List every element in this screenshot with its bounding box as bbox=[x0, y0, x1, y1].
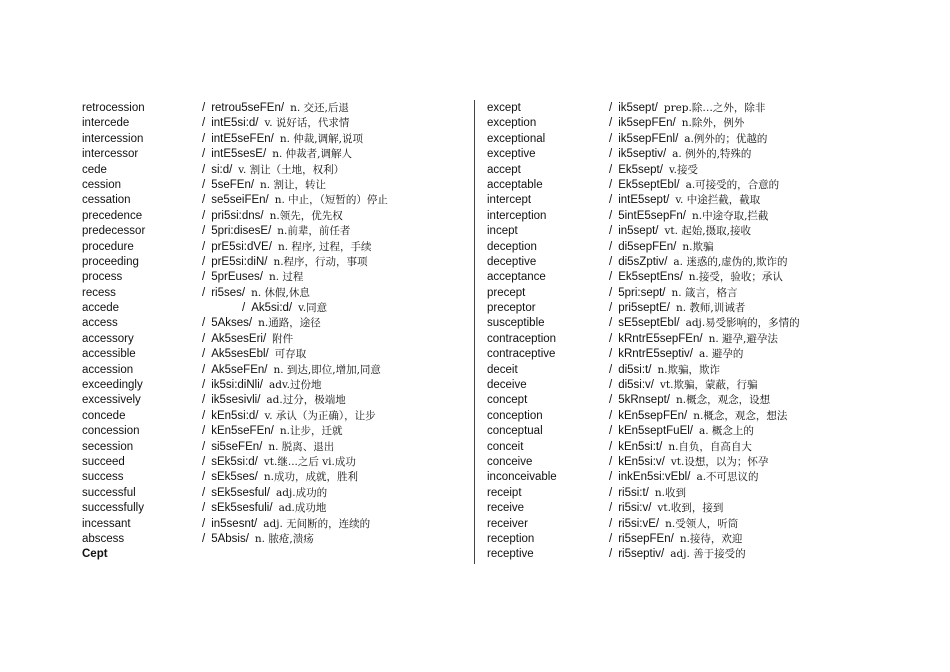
entry-detail bbox=[202, 132, 363, 147]
entry-word: intercept bbox=[487, 194, 532, 207]
pronunciation-slash: / bbox=[609, 502, 613, 515]
entry-definition: adv.过份地 bbox=[268, 379, 322, 392]
entry-definition: a.不可思议的 bbox=[696, 471, 759, 484]
pronunciation-slash: / bbox=[202, 132, 206, 145]
entry-definition: n.领先，优先权 bbox=[269, 209, 343, 222]
pronunciation-slash: / bbox=[609, 394, 613, 407]
entry-detail bbox=[609, 116, 744, 131]
entry-detail bbox=[202, 532, 314, 547]
pronunciation-slash: / bbox=[202, 209, 206, 222]
pronunciation-slash: / bbox=[609, 163, 613, 176]
entry-definition: n.成功，成就，胜利 bbox=[263, 471, 358, 484]
entry-definition: 可存取 bbox=[274, 348, 307, 361]
pronunciation-slash: / bbox=[609, 132, 613, 145]
entry-detail bbox=[202, 440, 334, 455]
entry-detail bbox=[609, 409, 787, 424]
entry-pronunciation: Ak5si:d/ bbox=[251, 302, 293, 315]
pronunciation-slash: / bbox=[202, 178, 206, 191]
entry-pronunciation: sE5septEbl/ bbox=[618, 317, 680, 330]
pronunciation-slash: / bbox=[202, 225, 206, 238]
entry-definition: a. 例外的,特殊的 bbox=[672, 148, 752, 161]
pronunciation-slash: / bbox=[609, 271, 613, 284]
entry-definition: v.同意 bbox=[298, 302, 328, 315]
entry-detail bbox=[609, 470, 759, 485]
entry-word: contraception bbox=[487, 332, 557, 345]
entry-definition: n. 箴言，格言 bbox=[671, 286, 738, 299]
entry-word: concept bbox=[487, 394, 528, 407]
pronunciation-slash: / bbox=[609, 102, 613, 114]
entry-pronunciation: retrou5seFEn/ bbox=[211, 102, 285, 114]
entry-pronunciation: in5sesnt/ bbox=[211, 517, 258, 530]
entry-definition: n. 脓疮,溃疡 bbox=[254, 532, 314, 545]
entry-detail bbox=[609, 424, 754, 439]
entry-word: exceptive bbox=[487, 148, 536, 161]
entry-pronunciation: 5pri:sept/ bbox=[618, 286, 666, 299]
entry-pronunciation: Ek5sept/ bbox=[618, 163, 663, 176]
pronunciation-slash: / bbox=[202, 148, 206, 161]
entry-detail bbox=[202, 409, 376, 424]
entry-definition: v.接受 bbox=[668, 163, 698, 176]
entry-definition: n. 中止，（短暂的）停止 bbox=[274, 194, 388, 207]
entry-detail bbox=[242, 301, 327, 316]
pronunciation-slash: / bbox=[609, 286, 613, 299]
entry-pronunciation: kEn5si:t/ bbox=[618, 440, 663, 453]
entry-word: procedure bbox=[82, 240, 134, 253]
pronunciation-slash: / bbox=[609, 471, 613, 484]
entry-pronunciation: ri5si:vE/ bbox=[618, 517, 660, 530]
entry-definition: n.自负，自高自大 bbox=[668, 440, 752, 453]
entry-definition: n.接受，验收；承认 bbox=[688, 271, 783, 284]
entry-definition: n. 过程 bbox=[268, 271, 304, 284]
entry-word: incessant bbox=[82, 517, 131, 530]
entry-detail bbox=[202, 316, 321, 331]
pronunciation-slash: / bbox=[609, 194, 613, 207]
pronunciation-slash: / bbox=[202, 102, 206, 114]
entry-pronunciation: kEn5sepFEn/ bbox=[618, 409, 688, 422]
entry-pronunciation: ri5ses/ bbox=[211, 286, 246, 299]
entry-pronunciation: kEn5si:d/ bbox=[211, 409, 259, 422]
entry-detail bbox=[609, 286, 737, 301]
entry-pronunciation: sEk5ses/ bbox=[211, 471, 258, 484]
entry-definition: n.中途夺取,拦截 bbox=[691, 209, 769, 222]
entry-pronunciation: di5sepFEn/ bbox=[618, 240, 677, 253]
entry-word: precedence bbox=[82, 209, 143, 222]
entry-pronunciation: ik5sepFEn/ bbox=[618, 117, 676, 130]
entry-word: access bbox=[82, 317, 118, 330]
entry-definition: v. 割让（土地，权利） bbox=[238, 163, 345, 176]
entry-detail bbox=[202, 486, 327, 501]
pronunciation-slash: / bbox=[202, 348, 206, 361]
pronunciation-slash: / bbox=[609, 178, 613, 191]
entry-word: intercessor bbox=[82, 148, 139, 161]
entry-word: interception bbox=[487, 209, 547, 222]
entry-word: concede bbox=[82, 409, 126, 422]
entry-pronunciation: Ak5sesEri/ bbox=[211, 332, 267, 345]
entry-word: exceptional bbox=[487, 132, 546, 145]
entry-definition: n.概念，观念，设想 bbox=[675, 394, 771, 407]
entry-definition: n. 教师,训诫者 bbox=[675, 302, 746, 315]
entry-pronunciation: ik5sesivli/ bbox=[211, 394, 261, 407]
pronunciation-slash: / bbox=[202, 194, 206, 207]
entry-pronunciation: 5Absis/ bbox=[211, 532, 249, 545]
pronunciation-slash: / bbox=[202, 455, 206, 468]
entry-word: intercession bbox=[82, 132, 144, 145]
entry-definition: n.概念，观念，想法 bbox=[693, 409, 788, 422]
entry-detail bbox=[202, 378, 321, 393]
entry-detail bbox=[202, 101, 349, 116]
entry-pronunciation: intE5sesE/ bbox=[211, 148, 267, 161]
entry-word: deceive bbox=[487, 379, 527, 392]
entry-definition: vt.欺骗，蒙蔽，行骗 bbox=[660, 379, 758, 392]
entry-detail bbox=[202, 455, 356, 470]
entry-pronunciation: kRntrE5septiv/ bbox=[618, 348, 693, 361]
entry-pronunciation: intE5seFEn/ bbox=[211, 132, 274, 145]
pronunciation-slash: / bbox=[202, 363, 206, 376]
pronunciation-slash: / bbox=[609, 517, 613, 530]
entry-detail bbox=[609, 301, 745, 316]
pronunciation-slash: / bbox=[609, 317, 613, 330]
entry-definition: a. 避孕的 bbox=[698, 348, 744, 361]
entry-pronunciation: si:d/ bbox=[211, 163, 233, 176]
entry-detail bbox=[609, 224, 751, 239]
entry-detail bbox=[609, 486, 686, 501]
entry-detail bbox=[609, 501, 723, 516]
entry-word: deceptive bbox=[487, 255, 537, 268]
entry-definition: n.通路，途径 bbox=[258, 317, 321, 330]
entry-definition: n. 交还,后退 bbox=[290, 102, 349, 114]
pronunciation-slash: / bbox=[609, 148, 613, 161]
entry-definition: v. 承认（为正确），让步 bbox=[264, 409, 376, 422]
entry-word: abscess bbox=[82, 532, 125, 545]
entry-pronunciation: pri5septE/ bbox=[618, 302, 670, 315]
entry-detail bbox=[202, 286, 310, 301]
entry-definition: n.受领人，听筒 bbox=[665, 517, 739, 530]
pronunciation-slash: / bbox=[609, 486, 613, 499]
pronunciation-slash: / bbox=[609, 332, 613, 345]
entry-detail bbox=[609, 209, 768, 224]
entry-pronunciation: kEn5septFuEl/ bbox=[618, 425, 693, 438]
entry-pronunciation: ik5sepFEnl/ bbox=[618, 132, 679, 145]
entry-detail bbox=[202, 163, 344, 178]
entry-word: cede bbox=[82, 163, 107, 176]
pronunciation-slash: / bbox=[609, 302, 613, 315]
entry-word: success bbox=[82, 471, 124, 484]
entry-definition: ad.过分，极端地 bbox=[266, 394, 346, 407]
entry-pronunciation: sEk5sesfuli/ bbox=[211, 502, 273, 515]
pronunciation-slash: / bbox=[609, 363, 613, 376]
entry-pronunciation: kEn5si:v/ bbox=[618, 455, 665, 468]
pronunciation-slash: / bbox=[202, 255, 206, 268]
entry-word: retrocession bbox=[82, 102, 145, 114]
pronunciation-slash: / bbox=[202, 425, 206, 438]
entry-definition: a. 概念上的 bbox=[699, 425, 754, 438]
entry-pronunciation: prE5si:dVE/ bbox=[211, 240, 272, 253]
entry-definition: ad.成功地 bbox=[278, 502, 327, 515]
entry-word: succeed bbox=[82, 455, 125, 468]
pronunciation-slash: / bbox=[202, 379, 206, 392]
entry-pronunciation: ri5si:v/ bbox=[618, 502, 652, 515]
entry-word: susceptible bbox=[487, 317, 545, 330]
entry-definition: a.例外的；优越的 bbox=[684, 132, 768, 145]
entry-detail bbox=[609, 163, 698, 178]
entry-pronunciation: ri5sepFEn/ bbox=[618, 532, 674, 545]
entry-definition: prep.除…之外，除非 bbox=[663, 102, 766, 114]
pronunciation-slash: / bbox=[609, 379, 613, 392]
entry-word: concession bbox=[82, 425, 140, 438]
entry-word: except bbox=[487, 102, 521, 114]
entry-definition: a. 迷惑的,虚伪的,欺诈的 bbox=[673, 255, 788, 268]
entry-detail bbox=[202, 193, 388, 208]
entry-detail bbox=[202, 501, 326, 516]
entry-pronunciation: Ek5septEns/ bbox=[618, 271, 683, 284]
entry-word: accede bbox=[82, 302, 120, 315]
entry-definition: n. 休假,休息 bbox=[251, 286, 310, 299]
entry-detail bbox=[609, 440, 752, 455]
entry-pronunciation: di5sZptiv/ bbox=[618, 255, 668, 268]
entry-word: inconceivable bbox=[487, 471, 557, 484]
entry-word: reception bbox=[487, 532, 535, 545]
entry-pronunciation: prE5si:diN/ bbox=[211, 255, 268, 268]
entry-word: conceptual bbox=[487, 425, 543, 438]
entry-pronunciation: 5kRnsept/ bbox=[618, 394, 670, 407]
pronunciation-slash: / bbox=[609, 255, 613, 268]
pronunciation-slash: / bbox=[609, 117, 613, 130]
entry-definition: a.可接受的，合意的 bbox=[685, 178, 780, 191]
entry-detail bbox=[202, 178, 326, 193]
entry-word: process bbox=[82, 271, 123, 284]
entry-definition: vt. 起始,摄取,接收 bbox=[664, 225, 751, 238]
entry-detail bbox=[609, 316, 800, 331]
entry-pronunciation: 5Akses/ bbox=[211, 317, 253, 330]
pronunciation-slash: / bbox=[202, 517, 206, 530]
entry-word: receiver bbox=[487, 517, 528, 530]
pronunciation-slash: / bbox=[202, 394, 206, 407]
entry-word: exceedingly bbox=[82, 379, 143, 392]
entry-word: accept bbox=[487, 163, 521, 176]
entry-pronunciation: sEk5si:d/ bbox=[211, 455, 258, 468]
entry-definition: vt.收到，接到 bbox=[657, 502, 724, 515]
entry-pronunciation: intE5sept/ bbox=[618, 194, 670, 207]
entry-detail bbox=[609, 332, 778, 347]
pronunciation-slash: / bbox=[609, 225, 613, 238]
pronunciation-slash: / bbox=[202, 317, 206, 330]
entry-detail bbox=[202, 424, 342, 439]
entry-detail bbox=[202, 393, 346, 408]
entry-definition: n.接待，欢迎 bbox=[679, 532, 743, 545]
entry-word: incept bbox=[487, 225, 518, 238]
entry-word: successful bbox=[82, 486, 136, 499]
entry-definition: n.除外，例外 bbox=[681, 117, 745, 130]
pronunciation-slash: / bbox=[202, 409, 206, 422]
entry-definition: v. 中途拦截，截取 bbox=[675, 194, 761, 207]
entry-word: excessively bbox=[82, 394, 141, 407]
pronunciation-slash: / bbox=[202, 117, 206, 130]
entry-word: secession bbox=[82, 440, 134, 453]
pronunciation-slash: / bbox=[202, 240, 206, 253]
entry-detail bbox=[609, 547, 746, 562]
pronunciation-slash: / bbox=[242, 302, 246, 315]
entry-detail bbox=[609, 270, 783, 285]
entry-definition: n.让步，迁就 bbox=[279, 425, 343, 438]
entry-detail bbox=[609, 393, 770, 408]
pronunciation-slash: / bbox=[202, 532, 206, 545]
entry-word: precept bbox=[487, 286, 526, 299]
entry-definition: n.欺骗，欺诈 bbox=[657, 363, 721, 376]
entry-pronunciation: pri5si:dns/ bbox=[211, 209, 264, 222]
entry-detail bbox=[609, 193, 760, 208]
entry-pronunciation: Ek5septEbl/ bbox=[618, 178, 680, 191]
entry-word: deceit bbox=[487, 363, 518, 376]
entry-word: conception bbox=[487, 409, 543, 422]
pronunciation-slash: / bbox=[609, 209, 613, 222]
entry-definition: n. 仲裁者,调解人 bbox=[272, 148, 352, 161]
entry-definition: v. 说好话，代求情 bbox=[264, 117, 350, 130]
entry-pronunciation: intE5si:d/ bbox=[211, 117, 259, 130]
entry-definition: n. 程序, 过程，手续 bbox=[277, 240, 372, 253]
entry-pronunciation: Ak5seFEn/ bbox=[211, 363, 268, 376]
entry-definition: n. 到达,即位,增加,同意 bbox=[273, 363, 381, 376]
entry-word: predecessor bbox=[82, 225, 146, 238]
entry-pronunciation: ri5septiv/ bbox=[618, 548, 665, 561]
entry-pronunciation: in5sept/ bbox=[618, 225, 659, 238]
pronunciation-slash: / bbox=[202, 471, 206, 484]
entry-pronunciation: di5si:t/ bbox=[618, 363, 652, 376]
entry-pronunciation: inkEn5si:vEbl/ bbox=[618, 471, 691, 484]
pronunciation-slash: / bbox=[609, 455, 613, 468]
entry-word: successfully bbox=[82, 502, 144, 515]
pronunciation-slash: / bbox=[609, 240, 613, 253]
entry-word: contraceptive bbox=[487, 348, 556, 361]
entry-pronunciation: se5seiFEn/ bbox=[211, 194, 269, 207]
pronunciation-slash: / bbox=[609, 440, 613, 453]
pronunciation-slash: / bbox=[202, 163, 206, 176]
pronunciation-slash: / bbox=[609, 548, 613, 561]
entry-definition: 附件 bbox=[272, 332, 294, 345]
entry-pronunciation: Ak5sesEbl/ bbox=[211, 348, 269, 361]
entry-detail bbox=[202, 255, 368, 270]
entry-word: receptive bbox=[487, 548, 534, 561]
entry-detail bbox=[202, 270, 303, 285]
entry-pronunciation: 5pri:disesE/ bbox=[211, 225, 272, 238]
entry-word: proceeding bbox=[82, 255, 139, 268]
entry-word: conceive bbox=[487, 455, 533, 468]
pronunciation-slash: / bbox=[202, 440, 206, 453]
pronunciation-slash: / bbox=[202, 332, 206, 345]
pronunciation-slash: / bbox=[202, 271, 206, 284]
entry-definition: vt.继...之后 vi.成功 bbox=[263, 455, 356, 468]
entry-detail bbox=[202, 470, 358, 485]
entry-word: exception bbox=[487, 117, 537, 130]
entry-word: preceptor bbox=[487, 302, 536, 315]
entry-detail bbox=[609, 517, 738, 532]
entry-definition: n.程序，行动，事项 bbox=[273, 255, 368, 268]
entry-detail bbox=[609, 178, 779, 193]
column-divider bbox=[474, 100, 475, 564]
pronunciation-slash: / bbox=[609, 532, 613, 545]
entry-detail bbox=[609, 455, 768, 470]
entry-pronunciation: ri5si:t/ bbox=[618, 486, 649, 499]
entry-word: recess bbox=[82, 286, 116, 299]
entry-detail bbox=[609, 363, 720, 378]
entry-word: cessation bbox=[82, 194, 131, 207]
entry-detail bbox=[609, 347, 743, 362]
entry-detail bbox=[609, 147, 751, 162]
entry-definition: vt.设想，以为；怀孕 bbox=[670, 455, 769, 468]
pronunciation-slash: / bbox=[609, 409, 613, 422]
pronunciation-slash: / bbox=[609, 348, 613, 361]
entry-pronunciation: sEk5sesful/ bbox=[211, 486, 271, 499]
entry-detail bbox=[609, 101, 765, 116]
entry-pronunciation: 5prEuses/ bbox=[211, 271, 263, 284]
entry-word: accessory bbox=[82, 332, 134, 345]
entry-definition: n.欺骗 bbox=[682, 240, 714, 253]
entry-definition: adj.易受影响的，多情的 bbox=[685, 317, 800, 330]
entry-word: intercede bbox=[82, 117, 130, 130]
entry-definition: n. 避孕,避孕法 bbox=[708, 332, 778, 345]
entry-word: accession bbox=[82, 363, 134, 376]
pronunciation-slash: / bbox=[609, 425, 613, 438]
entry-word: acceptance bbox=[487, 271, 546, 284]
entry-definition: n. 割让，转让 bbox=[260, 178, 326, 191]
entry-definition: adj. 无间断的，连续的 bbox=[263, 517, 371, 530]
entry-detail bbox=[202, 209, 343, 224]
entry-pronunciation: 5intE5sepFn/ bbox=[618, 209, 686, 222]
entry-pronunciation: kEn5seFEn/ bbox=[211, 425, 274, 438]
entry-word: conceit bbox=[487, 440, 524, 453]
entry-word: acceptable bbox=[487, 178, 543, 191]
entry-detail bbox=[609, 255, 788, 270]
entry-definition: adj.成功的 bbox=[276, 486, 328, 499]
entry-detail bbox=[202, 116, 349, 131]
entry-detail bbox=[202, 224, 350, 239]
entry-detail bbox=[202, 347, 306, 362]
entry-pronunciation: 5seFEn/ bbox=[211, 178, 255, 191]
entry-detail bbox=[609, 378, 758, 393]
entry-pronunciation: ik5septiv/ bbox=[618, 148, 667, 161]
entry-word: receipt bbox=[487, 486, 522, 499]
pronunciation-slash: / bbox=[202, 486, 206, 499]
entry-definition: n.前辈，前任者 bbox=[277, 225, 351, 238]
entry-pronunciation: ik5si:diNli/ bbox=[211, 379, 263, 392]
entry-detail bbox=[202, 517, 370, 532]
entry-pronunciation: si5seFEn/ bbox=[211, 440, 263, 453]
entry-definition: adj. 善于接受的 bbox=[670, 548, 746, 561]
entry-pronunciation: kRntrE5sepFEn/ bbox=[618, 332, 703, 345]
section-heading: Cept bbox=[82, 548, 108, 561]
entry-detail bbox=[202, 147, 352, 162]
entry-detail bbox=[609, 132, 767, 147]
entry-detail bbox=[609, 240, 714, 255]
entry-pronunciation: ik5sept/ bbox=[618, 102, 658, 114]
entry-word: accessible bbox=[82, 348, 136, 361]
pronunciation-slash: / bbox=[202, 286, 206, 299]
entry-detail bbox=[202, 363, 381, 378]
entry-detail bbox=[202, 332, 293, 347]
pronunciation-slash: / bbox=[202, 502, 206, 515]
entry-detail bbox=[202, 240, 372, 255]
entry-word: deception bbox=[487, 240, 537, 253]
entry-pronunciation: di5si:v/ bbox=[618, 379, 654, 392]
entry-detail bbox=[609, 532, 742, 547]
entry-definition: n. 仲裁,调解,说项 bbox=[279, 132, 363, 145]
entry-definition: n. 脱离、退出 bbox=[268, 440, 335, 453]
entry-definition: n.收到 bbox=[654, 486, 686, 499]
entry-word: cession bbox=[82, 178, 121, 191]
entry-word: receive bbox=[487, 502, 525, 515]
